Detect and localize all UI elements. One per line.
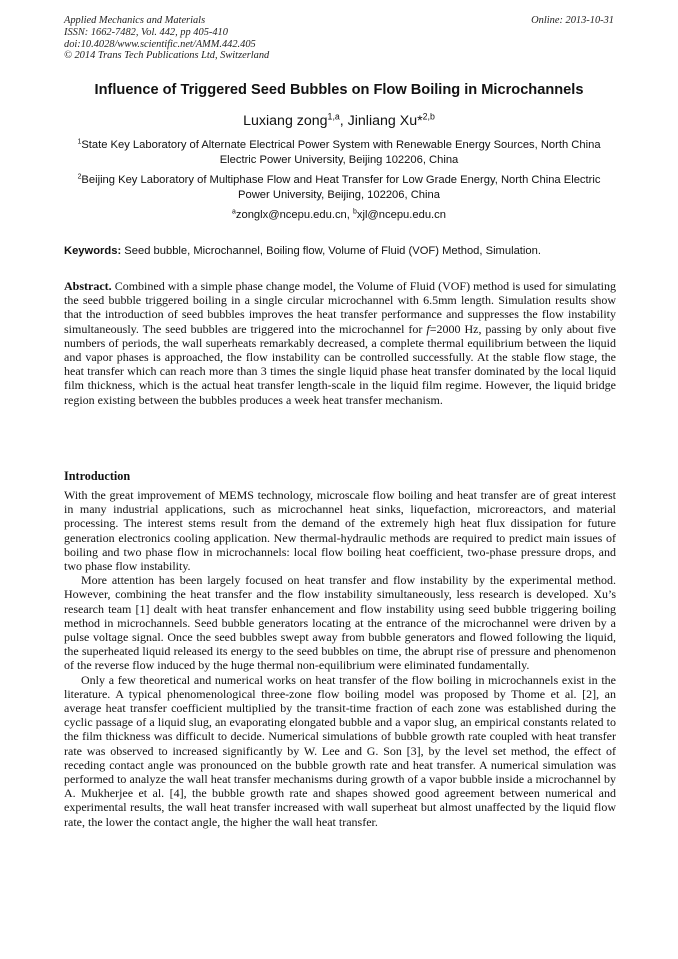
affiliation-2 bbox=[62, 173, 616, 202]
email-marker: a bbox=[232, 208, 236, 216]
affiliation-marker: 1 bbox=[77, 138, 82, 146]
abstract-text: =2000 Hz, passing by only about five numbers of periods, the wall superheats remarkably decreased, a complete thermal equilibrium between the liquid and vapor phases is approached, the flow instability can be controlled successfully. At the stable flow stage, the heat transfer which can reach more than 3 times the single liquid phase heat transfer dominated by the local liquid film thickness, which is the actual heat transfer length-scale in the liquid film regime. However, the liquid bridge region existing between the bubbles produces a week heat transfer mechanism. bbox=[64, 321, 616, 407]
keywords bbox=[64, 244, 616, 258]
author-name: Luxiang zong bbox=[243, 113, 328, 129]
introduction-body bbox=[64, 488, 616, 829]
author-separator: , bbox=[339, 113, 348, 129]
affiliation-1 bbox=[62, 138, 616, 167]
author-name: Jinliang Xu* bbox=[347, 113, 423, 129]
abstract bbox=[64, 279, 616, 407]
paragraph: With the great improvement of MEMS technology, microscale flow boiling and heat transfer are of great interest in many industrial applications, such as microchannel heat sinks, liquefaction, microreactors, and material processing. The interest stems result from the demand of the extremely high heat flux dissipation for future generation electronics cooling application. New thermal-hydraulic methods are required to predict main issues of boiling and two phase flow in microchannels: local flow boiling heat coefficient, two-phase pressure drops, and two phase flow instability. bbox=[64, 488, 616, 574]
keywords-text: Seed bubble, Microchannel, Boiling flow, Volume of Fluid (VOF) Method, Simulation. bbox=[121, 245, 541, 257]
email-marker: b bbox=[353, 208, 357, 216]
abstract-text: Combined with a simple phase change model, the Volume of Fluid (VOF) method is used for simulating the seed bubble triggered boiling in a single circular microchannel with 6.5mm length. Simulation results show that the introduction of seed bubbles improves the heat transfer performance and suppresses the flow instability simultaneously. The seed bubbles are triggered into the microchannel for bbox=[64, 279, 616, 336]
email-line bbox=[40, 208, 638, 222]
frequency-symbol: f bbox=[426, 321, 430, 336]
abstract-label: Abstract. bbox=[64, 279, 112, 293]
journal-name: Applied Mechanics and Materials bbox=[64, 15, 206, 26]
email-address[interactable]: zonglx@ncepu.edu.cn bbox=[235, 209, 347, 221]
affiliation-text: Beijing Key Laboratory of Multiphase Flow and Heat Transfer for Low Grade Energy, North China Electric Power University, Beijing, 102206, China bbox=[81, 174, 601, 201]
paper-title: Influence of Triggered Seed Bubbles on Flow Boiling in Microchannels bbox=[94, 82, 584, 98]
affiliation-marker: 2 bbox=[77, 173, 82, 181]
online-date: Online: 2013-10-31 bbox=[531, 15, 614, 26]
email-separator: , bbox=[346, 209, 353, 221]
author-line bbox=[40, 112, 638, 130]
doi-line: doi:10.4028/www.scientific.net/AMM.442.405 bbox=[64, 38, 256, 50]
author-superscript: 2,b bbox=[422, 111, 435, 122]
keywords-label: Keywords: bbox=[64, 245, 122, 257]
issn-line: ISSN: 1662-7482, Vol. 442, pp 405-410 bbox=[64, 26, 228, 38]
section-heading-introduction: Introduction bbox=[64, 469, 131, 483]
journal-header bbox=[64, 15, 614, 62]
author-superscript: 1,a bbox=[327, 111, 340, 122]
paragraph: Only a few theoretical and numerical works on heat transfer of the flow boiling in microchannels exist in the literature. A typical phenomenological three-zone flow boiling model was proposed by Thome et al. [2], an average heat transfer coefficient multiplied by the transit-time fraction of each zone was established during the cyclic passage of a liquid slug, an evaporating elongated bubble and a vapor slug, an empirical constants related to the film thickness was difficult to decide. Numerical simulations of bubble growth rate coupled with heat transfer rate was observed to increased significantly by W. Lee and G. Son [3], by the level set method, the effect of receding contact angle was pronounced on the bubble growth rate and heat transfer. A numerical simulation was performed to analyze the wall heat transfer mechanisms during growth of a vapor bubble inside a microchannel by A. Mukherjee et al. [4], the bubble growth rate and shapes showed good agreement between numerical and experimental results, the wall heat transfer increased with wall superheat but almost unaffected by the liquid flow rate, the lower the contact angle, the higher the wall heat transfer. bbox=[64, 672, 616, 829]
paragraph: More attention has been largely focused on heat transfer and flow instability by the experimental method. However, combining the heat transfer and the flow instability simultaneously, less research is developed. Xu’s research team [1] dealt with heat transfer enhancement and flow instability using seed bubble triggering boiling method in microchannels. Seed bubble generators locating at the entrance of the microchannel were driven by a pulse voltage signal. Once the seed bubbles swept away from bubble generators and flowed following the liquid, the superheated liquid released its energy to the seed bubbles on time, the abrupt rise of pressure and phenomenon of the reverse flow induced by the huge thermal non-equilibrium were eliminated fundamentally. bbox=[64, 573, 616, 673]
affiliation-text: State Key Laboratory of Alternate Electrical Power System with Renewable Energy Sources, North China Electric Power University, Beijing 102206, China bbox=[81, 139, 601, 166]
email-address[interactable]: xjl@ncepu.edu.cn bbox=[356, 209, 446, 221]
copyright-line: © 2014 Trans Tech Publications Ltd, Switzerland bbox=[64, 50, 270, 62]
